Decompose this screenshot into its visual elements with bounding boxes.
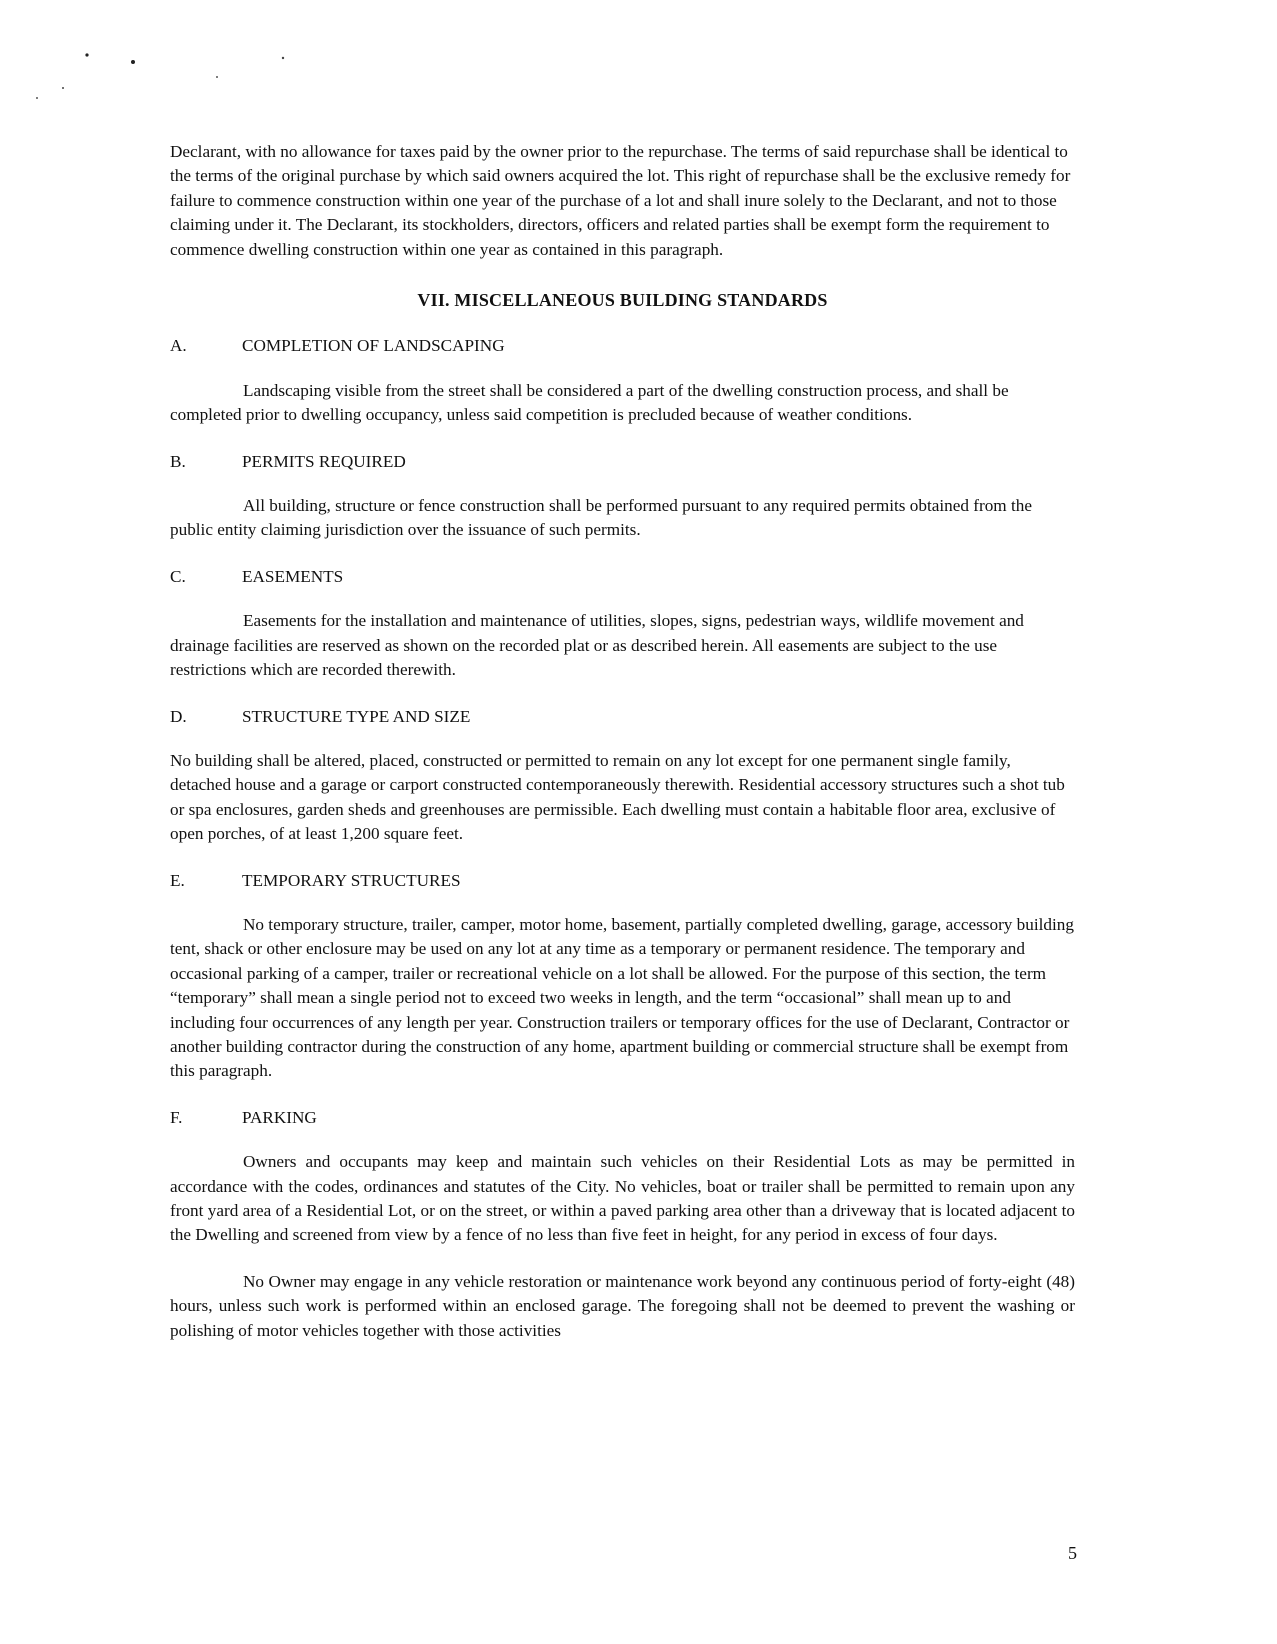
subsection-title: PARKING	[242, 1107, 317, 1127]
subsection-paragraph: Owners and occupants may keep and maintain such vehicles on their Residential Lots as may be permitted in accordance with the codes, ordinances and statutes of the City. No vehicles, boat or trailer shall be permitted to remain upon any front yard area of a Residential Lot, or on the street, or within a paved parking area other than a driveway that is located adjacent to the Dwelling and screened from view by a fence of no less than five feet in height, for any period in excess of four days.	[170, 1152, 1075, 1245]
subsection-letter: D.	[170, 706, 187, 726]
section-title: VII. MISCELLANEOUS BUILDING STANDARDS	[417, 290, 828, 311]
subsection-heading-a	[170, 334, 1075, 358]
subsection-paragraph: Easements for the installation and maintenance of utilities, slopes, signs, pedestrian ways, wildlife movement and drainage facilities are reserved as shown on the recorded plat or as described herein. All easements are subject to the use restrictions which are recorded therewith.	[170, 611, 1024, 680]
subsection-letter: F.	[170, 1107, 183, 1127]
subsection-letter: C.	[170, 566, 186, 586]
intro-paragraph: Declarant, with no allowance for taxes paid by the owner prior to the repurchase. The terms of said repurchase shall be identical to the terms of the original purchase by which said owners acquired the lot. This right of repurchase shall be the exclusive remedy for failure to commence construction within one year of the purchase of a lot and shall inure solely to the Declarant, and not to those claiming under it. The Declarant, its stockholders, directors, officers and related parties shall be exempt form the requirement to commence dwelling construction within one year as contained in this paragraph.	[170, 142, 1071, 259]
subsection-paragraph: No temporary structure, trailer, camper, motor home, basement, partially completed dwelling, garage, accessory building tent, shack or other enclosure may be used on any lot at any time as a temporary or permanent residence. The temporary and occasional parking of a camper, trailer or recreational vehicle on a lot shall be allowed. For the purpose of this section, the term “temporary” shall mean a single period not to exceed two weeks in length, and the term “occasional” shall mean up to and including four occurrences of any length per year. Construction trailers or temporary offices for the use of Declarant, Contractor or another building contractor during the construction of any home, apartment building or commercial structure shall be exempt from this paragraph.	[170, 914, 1074, 1081]
document-page	[170, 140, 1075, 1343]
subsection-title: COMPLETION OF LANDSCAPING	[242, 336, 505, 356]
subsection-heading-b	[170, 450, 1075, 474]
scan-specks	[0, 0, 320, 110]
subsection-letter: B.	[170, 451, 186, 471]
subsection-paragraph: No building shall be altered, placed, constructed or permitted to remain on any lot except for one permanent single family, detached house and a garage or carport constructed contemporaneously therewith. Residential accessory structures such a shot tub or spa enclosures, garden sheds and greenhouses are permissible. Each dwelling must contain a habitable floor area, exclusive of open porches, of at least 1,200 square feet.	[170, 750, 1065, 844]
subsection-title: TEMPORARY STRUCTURES	[242, 870, 461, 890]
subsection-paragraph: Landscaping visible from the street shall be considered a part of the dwelling construction process, and shall be completed prior to dwelling occupancy, unless said competition is precluded because of weather conditions.	[170, 380, 1009, 425]
subsection-heading-d	[170, 705, 1075, 729]
page-number: 5	[1068, 1543, 1077, 1563]
subsection-heading-f	[170, 1106, 1075, 1130]
subsection-letter: A.	[170, 336, 187, 356]
subsection-letter: E.	[170, 870, 185, 890]
subsection-heading-e	[170, 869, 1075, 893]
subsection-title: STRUCTURE TYPE AND SIZE	[242, 706, 471, 726]
subsection-paragraph: No Owner may engage in any vehicle restoration or maintenance work beyond any continuous period of forty-eight (48) hours, unless such work is performed within an enclosed garage. The foregoing shall not be deemed to prevent the washing or polishing of motor vehicles together with those activities	[170, 1271, 1075, 1340]
subsection-paragraph: All building, structure or fence construction shall be performed pursuant to any required permits obtained from the public entity claiming jurisdiction over the issuance of such permits.	[170, 496, 1032, 540]
subsection-heading-c	[170, 565, 1075, 589]
subsection-title: EASEMENTS	[242, 566, 344, 586]
subsection-title: PERMITS REQUIRED	[242, 451, 406, 471]
